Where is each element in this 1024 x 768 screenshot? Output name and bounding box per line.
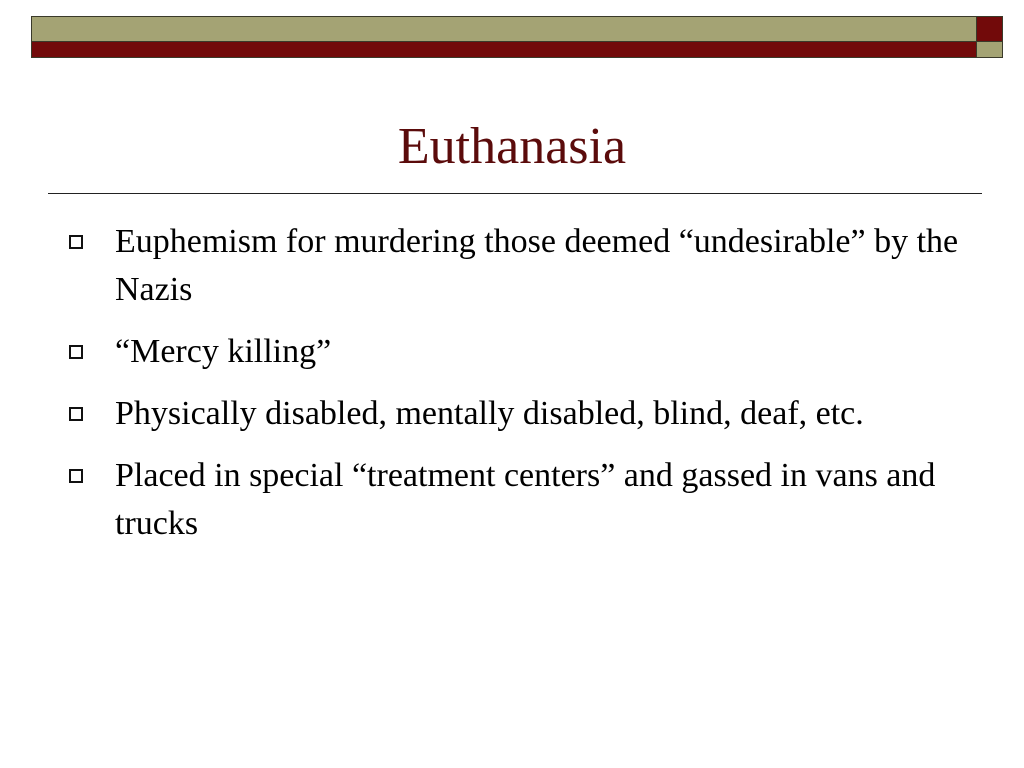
header-bar-olive	[31, 16, 977, 42]
bullet-text: Euphemism for murdering those deemed “undesirable” by the Nazis	[115, 223, 959, 308]
bullet-item	[64, 328, 964, 376]
bullet-text: “Mercy killing”	[115, 333, 332, 370]
header-square-olive	[977, 42, 1003, 58]
header-bar-maroon	[31, 42, 977, 58]
hollow-square-bullet-icon	[69, 345, 83, 359]
bullet-item	[64, 390, 964, 438]
title-divider	[48, 193, 982, 194]
bullet-text: Placed in special “treatment centers” and gassed in vans and trucks	[115, 457, 936, 542]
hollow-square-bullet-icon	[69, 469, 83, 483]
hollow-square-bullet-icon	[69, 407, 83, 421]
header-square-maroon	[977, 16, 1003, 42]
bullet-text: Physically disabled, mentally disabled, blind, deaf, etc.	[115, 395, 864, 432]
slide-title: Euthanasia	[397, 118, 627, 175]
hollow-square-bullet-icon	[69, 235, 83, 249]
bullet-list	[64, 218, 964, 562]
bullet-item	[64, 452, 964, 548]
bullet-item	[64, 218, 964, 314]
